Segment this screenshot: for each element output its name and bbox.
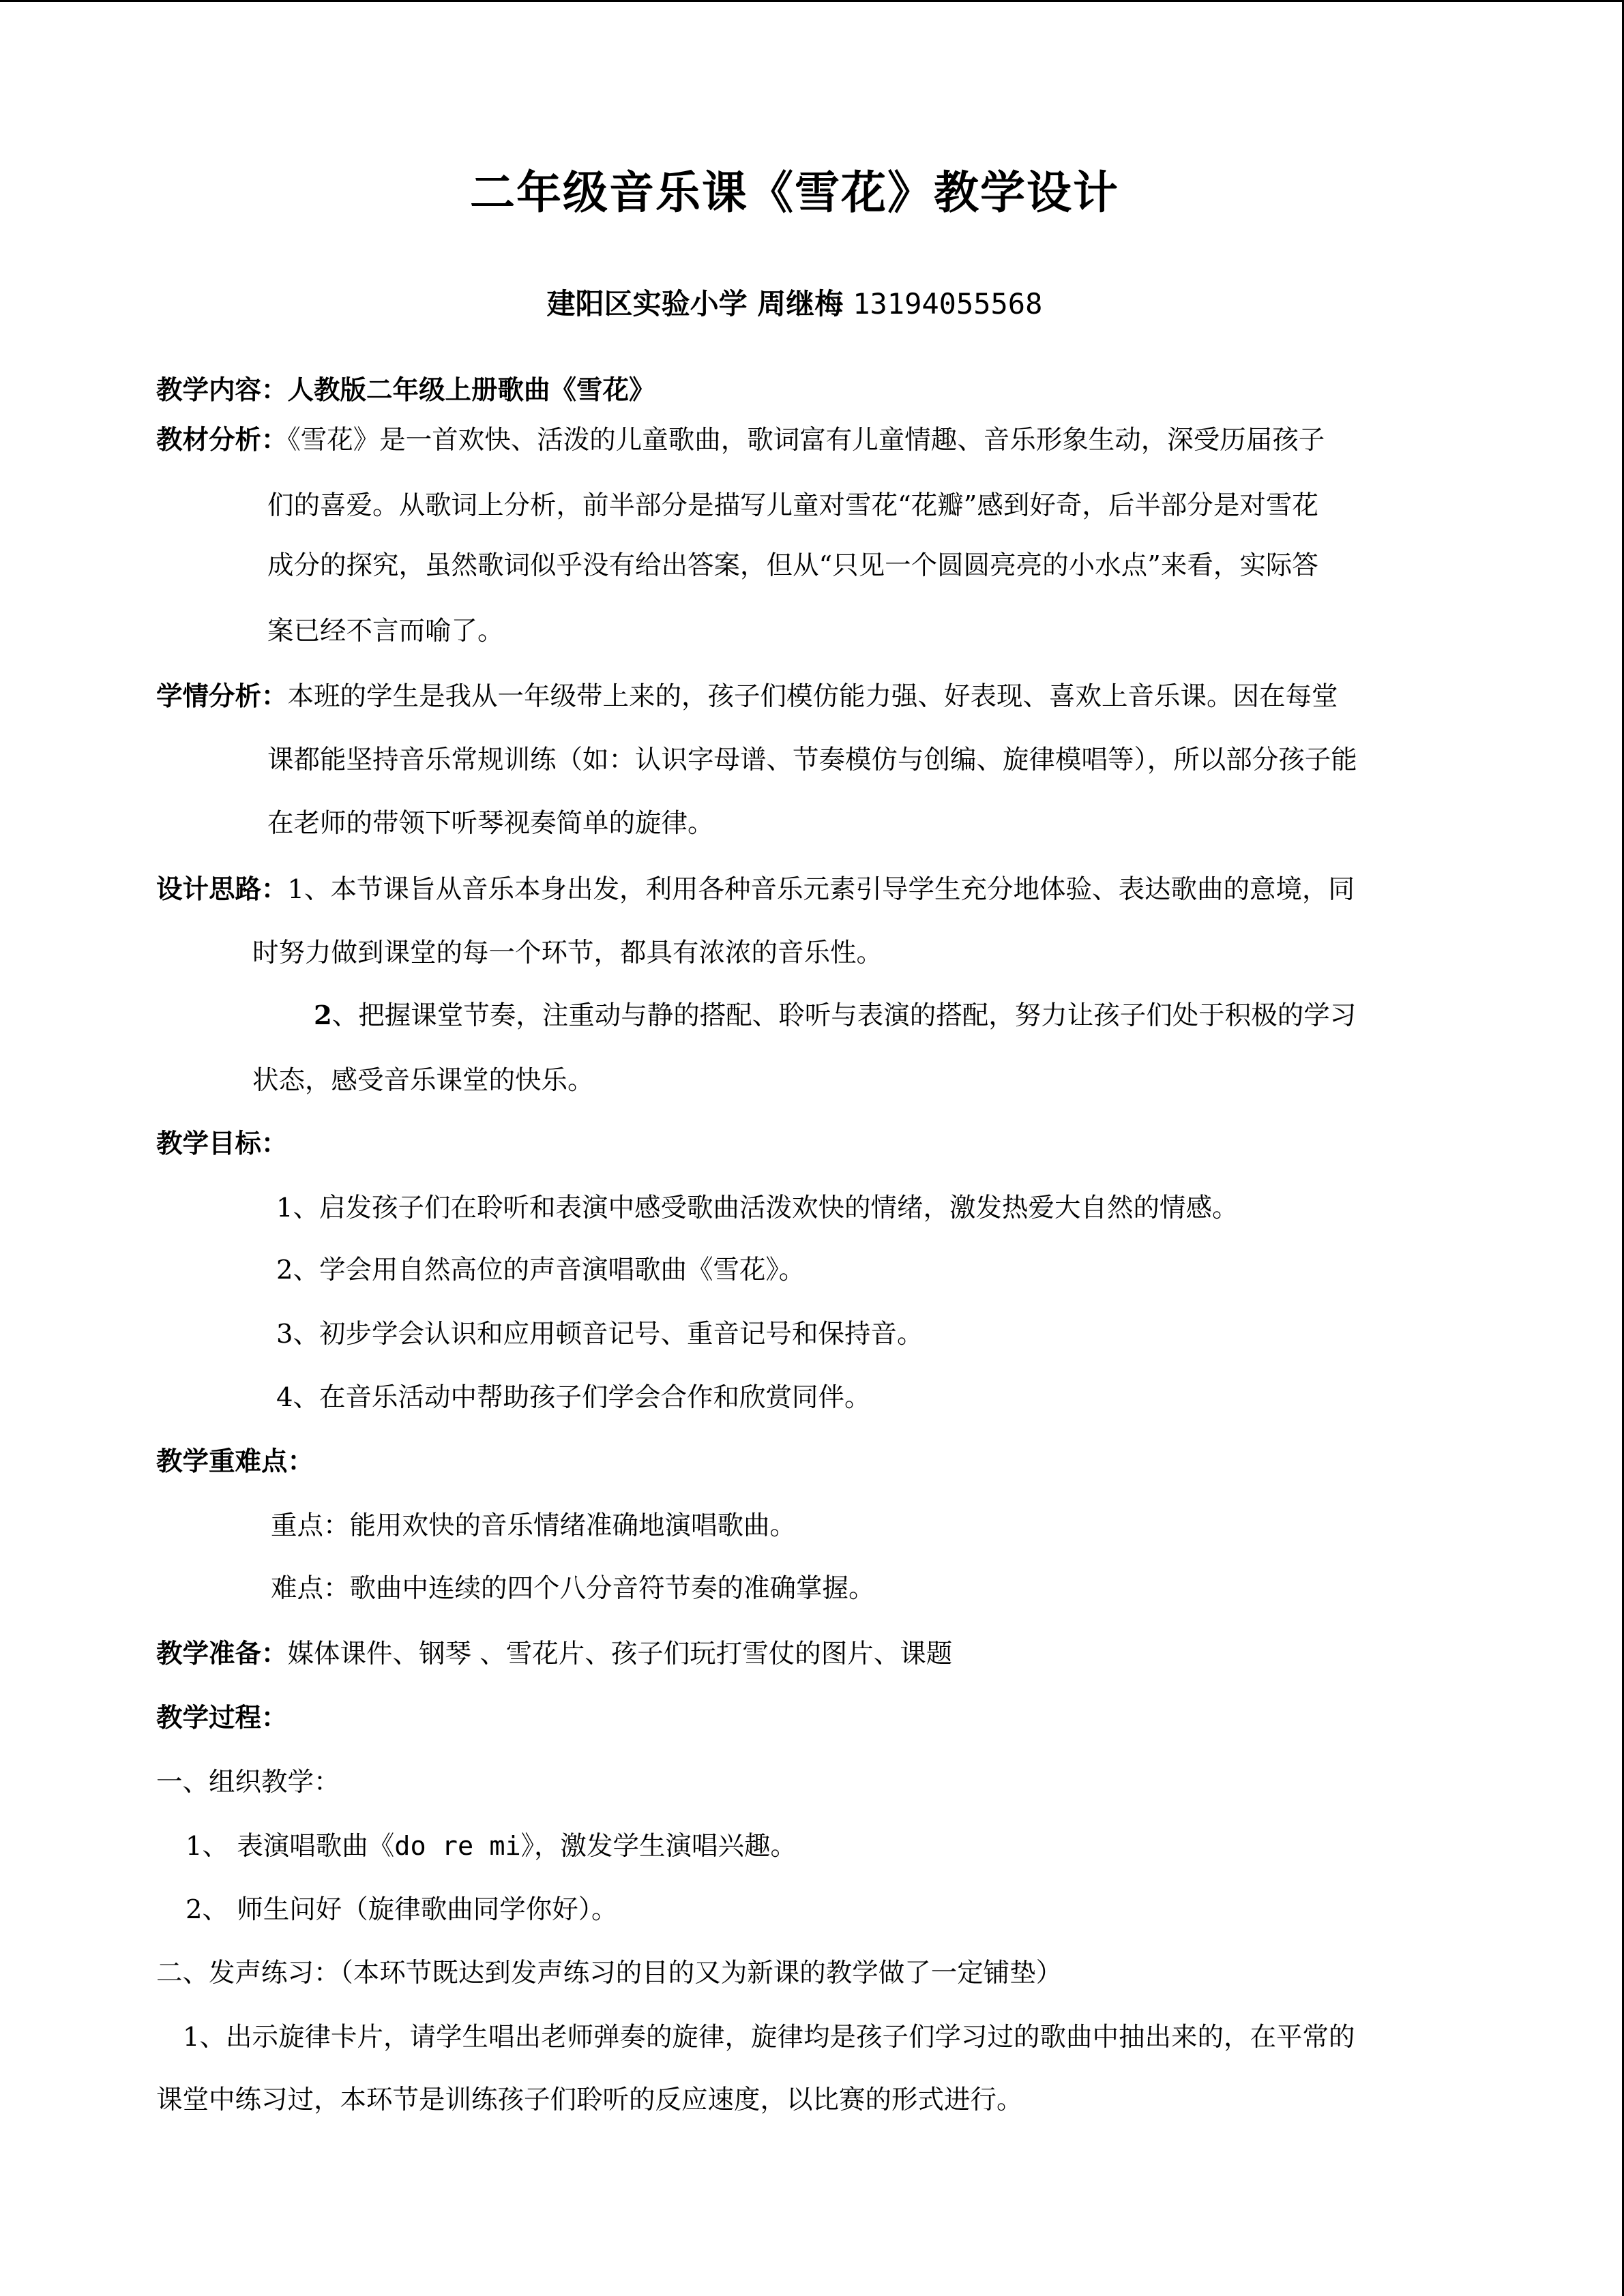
preparation-label: 教学准备： <box>156 1639 288 1669</box>
analysis-line-2: 们的喜爱。从歌词上分析，前半部分是描写儿童对雪花“花瓣”感到好奇，后半部分是对雪花 <box>267 490 1318 521</box>
process-section1-item-1 <box>186 1826 797 1867</box>
process-section1-item-1-text-b: 》，激发学生演唱兴趣。 <box>520 1831 797 1862</box>
analysis-label: 教材分析： <box>156 425 288 456</box>
students-line-2: 课都能坚持音乐常规训练（如：认识字母谱、节奏模仿与创编、旋律模唱等），所以部分孩子能 <box>267 745 1357 775</box>
students-label: 学情分析： <box>156 681 288 712</box>
goal-item-2: 2、学会用自然高位的声音演唱歌曲《雪花》。 <box>276 1255 806 1285</box>
author-school-name: 建阳区实验小学 周继梅 <box>546 287 844 320</box>
process-section1-item-2-text: 师生问好（旋律歌曲同学你好）。 <box>237 1894 618 1925</box>
students-line-1 <box>156 676 1338 717</box>
design-line-3 <box>314 996 1356 1037</box>
goal-item-1: 1、启发孩子们在聆听和表演中感受歌曲活泼欢快的情绪，激发热爱大自然的情感。 <box>276 1193 1239 1223</box>
analysis-line-3: 成分的探究，虽然歌词似乎没有给出答案，但从“只见一个圆圆亮亮的小水点”来看，实际答 <box>267 550 1318 581</box>
goals-label: 教学目标： <box>156 1129 288 1159</box>
design-point-2-text: 、把握课堂节奏，注重动与静的搭配、聆听与表演的搭配，努力让孩子们处于积极的学习 <box>331 1000 1357 1031</box>
design-text-1: 1、本节课旨从音乐本身出发，利用各种音乐元素引导学生充分地体验、表达歌曲的意境，同 <box>287 874 1355 905</box>
goal-item-3: 3、初步学会认识和应用顿音记号、重音记号和保持音。 <box>276 1319 924 1350</box>
process-section1-heading: 一、组织教学： <box>156 1767 340 1798</box>
design-line-4: 状态，感受音乐课堂的快乐。 <box>252 1065 594 1096</box>
preparation-text: 媒体课件、钢琴 、雪花片、孩子们玩打雪仗的图片、课题 <box>287 1639 953 1669</box>
difficult-point-item: 难点：歌曲中连续的四个八分音符节奏的准确掌握。 <box>271 1573 875 1604</box>
students-text-1: 本班的学生是我从一年级带上来的，孩子们模仿能力强、好表现、喜欢上音乐课。因在每堂 <box>287 681 1338 712</box>
process-section1-item-2-number: 2、 <box>186 1894 228 1925</box>
author-line <box>0 284 1589 325</box>
process-section1-item-2 <box>186 1890 618 1930</box>
process-section1-item-1-text-a: 表演唱歌曲《 <box>237 1831 395 1862</box>
key-point-item: 重点：能用欢快的音乐情绪准确地演唱歌曲。 <box>271 1510 797 1541</box>
analysis-line-4: 案已经不言而喻了。 <box>267 616 504 646</box>
process-section1-item-1-number: 1、 <box>186 1831 228 1862</box>
analysis-text-1: 《雪花》是一首欢快、活泼的儿童歌曲，歌词富有儿童情趣、音乐形象生动，深受历届孩子 <box>287 425 1325 456</box>
process-section2-line-2: 课堂中练习过，本环节是训练孩子们聆听的反应速度，以比赛的形式进行。 <box>156 2085 1023 2115</box>
author-phone: 13194055568 <box>853 287 1043 320</box>
process-section1-item-1-song: do re mi <box>394 1831 521 1862</box>
document-title: 二年级音乐课《雪花》教学设计 <box>470 166 1119 219</box>
key-points-label: 教学重难点： <box>156 1446 314 1477</box>
content-label: 教学内容：人教版二年级上册歌曲《雪花》 <box>156 375 655 406</box>
design-label: 设计思路： <box>156 874 288 905</box>
goal-item-4: 4、在音乐活动中帮助孩子们学会合作和欣赏同伴。 <box>276 1382 871 1413</box>
analysis-line-1 <box>156 420 1325 461</box>
design-point-2-number: 2 <box>314 1000 332 1031</box>
design-line-1 <box>156 869 1355 910</box>
process-label: 教学过程： <box>156 1703 288 1733</box>
process-section2-line-1: 1、出示旋律卡片，请学生唱出老师弹奏的旋律，旋律均是孩子们学习过的歌曲中抽出来的，在平常的 <box>183 2022 1355 2053</box>
design-line-2: 时努力做到课堂的每一个环节，都具有浓浓的音乐性。 <box>252 938 883 968</box>
students-line-3: 在老师的带领下听琴视奏简单的旋律。 <box>267 808 714 839</box>
process-section2-heading: 二、发声练习：（本环节既达到发声练习的目的又为新课的教学做了一定铺垫） <box>156 1958 1063 1988</box>
preparation-line <box>156 1634 952 1675</box>
